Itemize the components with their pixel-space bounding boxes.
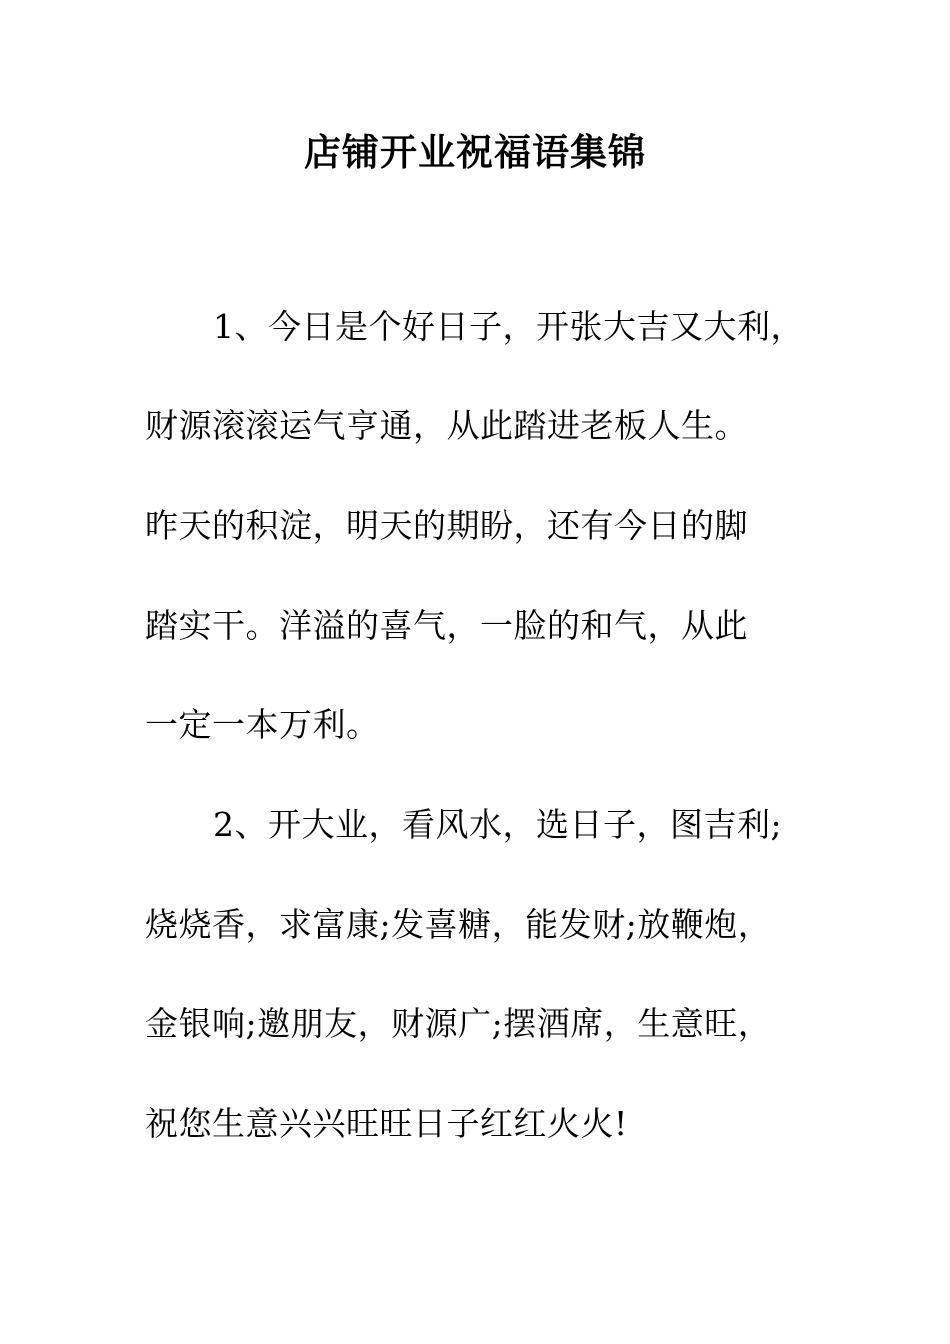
- paragraph-2-line-4: 祝您生意兴兴旺旺日子红红火火!: [145, 1104, 628, 1143]
- paragraph-1-line-5: 一定一本万利。: [145, 705, 380, 744]
- paragraph-2-line-2: 烧烧香，求富康;发喜糖，能发财;放鞭炮，: [145, 905, 772, 944]
- paragraph-1-line-4: 踏实干。洋溢的喜气，一脸的和气，从此: [145, 606, 748, 645]
- document-title: 店铺开业祝福语集锦: [304, 131, 646, 174]
- paragraph-2-line-1: 2、开大业，看风水，选日子，图吉利;: [213, 805, 783, 844]
- paragraph-1-line-1: 1、今日是个好日子，开张大吉又大利，: [213, 307, 804, 346]
- paragraph-1-line-2: 财源滚滚运气亨通，从此踏进老板人生。: [145, 406, 748, 445]
- paragraph-2-line-3: 金银响;邀朋友，财源广;摆酒席，生意旺，: [145, 1004, 772, 1043]
- paragraph-1-line-3: 昨天的积淀，明天的期盼，还有今日的脚: [145, 506, 748, 545]
